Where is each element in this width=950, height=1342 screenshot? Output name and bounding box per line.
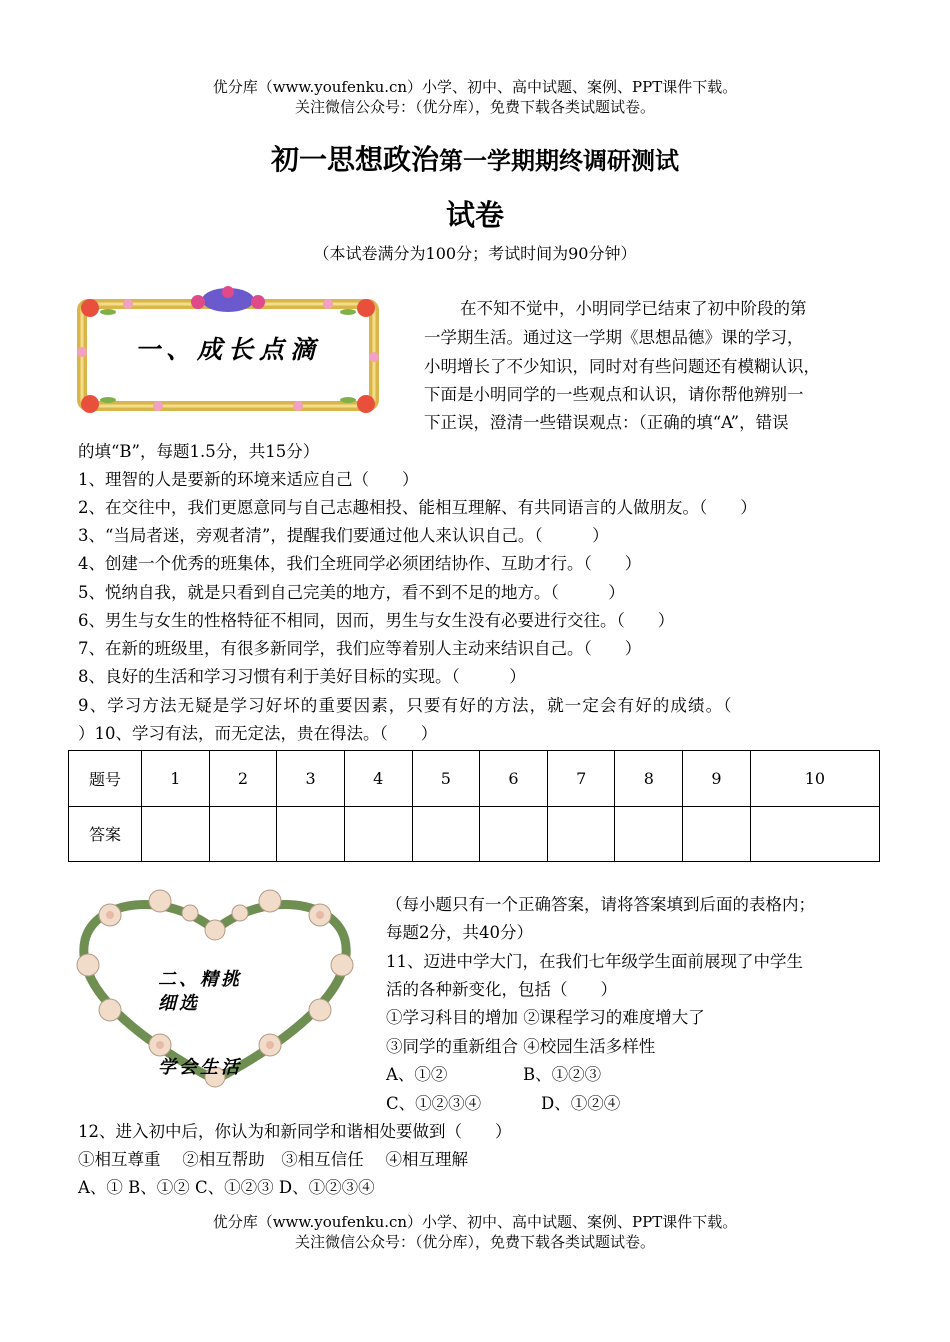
intro-line-4: 下面是小明同学的一些观点和认识，请你帮他辨别一	[424, 385, 804, 404]
table-number: 2	[209, 751, 277, 807]
title-part-1: 初一思想政治	[270, 143, 439, 176]
question-10: ）10、学习有法，而无定法，贵在得法。（ ）	[78, 724, 438, 743]
section2-banner-bottom: 学会生活	[158, 1057, 242, 1078]
question-1: 1、理智的人是要新的环境来适应自己（ ）	[78, 470, 419, 489]
question-9: 9、学习方法无疑是学习好坏的重要因素，只要有好的方法，就一定会有好的成绩。（	[78, 696, 733, 715]
subtitle: （本试卷满分为100分；考试时间为90分钟）	[313, 244, 637, 263]
table-number: 7	[547, 751, 615, 807]
section1-banner	[68, 282, 388, 422]
question-12: 12、进入初中后，你认为和新同学和谐相处要做到（ ）	[78, 1122, 512, 1141]
answer-cell[interactable]	[615, 806, 683, 862]
question-11-option-a: A、①②	[386, 1065, 448, 1084]
answer-cell[interactable]	[683, 806, 751, 862]
question-11-line-4: ③同学的重新组合 ④校园生活多样性	[386, 1037, 656, 1056]
question-2: 2、在交往中，我们更愿意同与自己志趣相投、能相互理解、有共同语言的人做朋友。（ ）	[78, 498, 757, 517]
intro-line-2: 一学期生活。通过这一学期《思想品德》课的学习，	[424, 328, 804, 347]
question-11-option-b: B、①②③	[523, 1065, 602, 1084]
question-11-option-d: D、①②④	[541, 1094, 621, 1113]
table-number: 10	[750, 751, 879, 807]
table-number: 8	[615, 751, 683, 807]
intro-line-1: 在不知不觉中，小明同学已结束了初中阶段的第	[460, 299, 807, 318]
question-6: 6、男生与女生的性格特征不相同，因而，男生与女生没有必要进行交往。（ ）	[78, 611, 675, 630]
question-5: 5、悦纳自我，就是只看到自己完美的地方，看不到不足的地方。（ ）	[78, 583, 625, 602]
page-title	[0, 138, 950, 178]
intro-line-5: 下正误，澄清一些错误观点：（正确的填“A”，错误	[424, 413, 789, 432]
footer-line-1: 优分库（www.youfenku.cn）小学、初中、高中试题、案例、PPT课件下载。	[212, 1213, 738, 1231]
question-12-options: A、① B、①② C、①②③ D、①②③④	[78, 1178, 375, 1197]
title-line-2: 试卷	[445, 198, 504, 232]
table-header-label: 题号	[69, 751, 142, 807]
section2-intro-line-1: （每小题只有一个正确答案，请将答案填到后面的表格内；	[386, 895, 815, 914]
answer-cell[interactable]	[209, 806, 277, 862]
table-number: 9	[683, 751, 751, 807]
section2-banner-line-2: 细选	[158, 993, 200, 1014]
answer-cell[interactable]	[344, 806, 412, 862]
answer-cell[interactable]	[142, 806, 210, 862]
table-number: 5	[412, 751, 480, 807]
question-11-line-1: 11、迈进中学大门，在我们七年级学生面前展现了中学生	[386, 952, 803, 971]
answer-cell[interactable]	[547, 806, 615, 862]
table-number: 4	[344, 751, 412, 807]
header-line-1: 优分库（www.youfenku.cn）小学、初中、高中试题、案例、PPT课件下载。	[212, 78, 738, 96]
intro-continuation: 的填“B”，每题1.5分，共15分）	[78, 442, 320, 461]
section2-banner-line-1: 二、精挑	[158, 969, 242, 990]
question-11-line-3: ①学习科目的增加 ②课程学习的难度增大了	[386, 1008, 705, 1027]
table-number: 1	[142, 751, 210, 807]
footer-line-2: 关注微信公众号：（优分库），免费下载各类试题试卷。	[294, 1233, 655, 1251]
header-line-2: 关注微信公众号：（优分库），免费下载各类试题试卷。	[294, 98, 655, 116]
question-11-option-c: C、①②③④	[386, 1094, 482, 1113]
question-12-items: ①相互尊重 ②相互帮助 ③相互信任 ④相互理解	[78, 1150, 468, 1169]
section2-banner	[70, 885, 360, 1090]
question-8: 8、良好的生活和学习习惯有利于美好目标的实现。（ ）	[78, 667, 526, 686]
title-part-2: 第一学期期终调研测试	[439, 147, 679, 175]
question-7: 7、在新的班级里，有很多新同学，我们应等着别人主动来结识自己。（ ）	[78, 639, 642, 658]
answer-table	[68, 750, 880, 862]
answer-cell[interactable]	[480, 806, 548, 862]
table-number: 6	[480, 751, 548, 807]
section2-intro-line-2: 每题2分，共40分）	[386, 923, 533, 942]
table-row	[69, 806, 880, 862]
answer-cell[interactable]	[412, 806, 480, 862]
question-3: 3、“当局者迷，旁观者清”，提醒我们要通过他人来认识自己。（ ）	[78, 526, 609, 545]
section1-banner-text: 一、成长点滴	[134, 335, 321, 364]
answer-cell[interactable]	[750, 806, 879, 862]
intro-line-3: 小明增长了不少知识，同时对有些问题还有模糊认识，	[424, 357, 820, 376]
table-answer-label: 答案	[69, 806, 142, 862]
table-number: 3	[277, 751, 345, 807]
answer-cell[interactable]	[277, 806, 345, 862]
table-row	[69, 751, 880, 807]
question-4: 4、创建一个优秀的班集体，我们全班同学必须团结协作、互助才行。（ ）	[78, 554, 642, 573]
question-11-line-2: 活的各种新变化，包括（ ）	[386, 980, 617, 999]
